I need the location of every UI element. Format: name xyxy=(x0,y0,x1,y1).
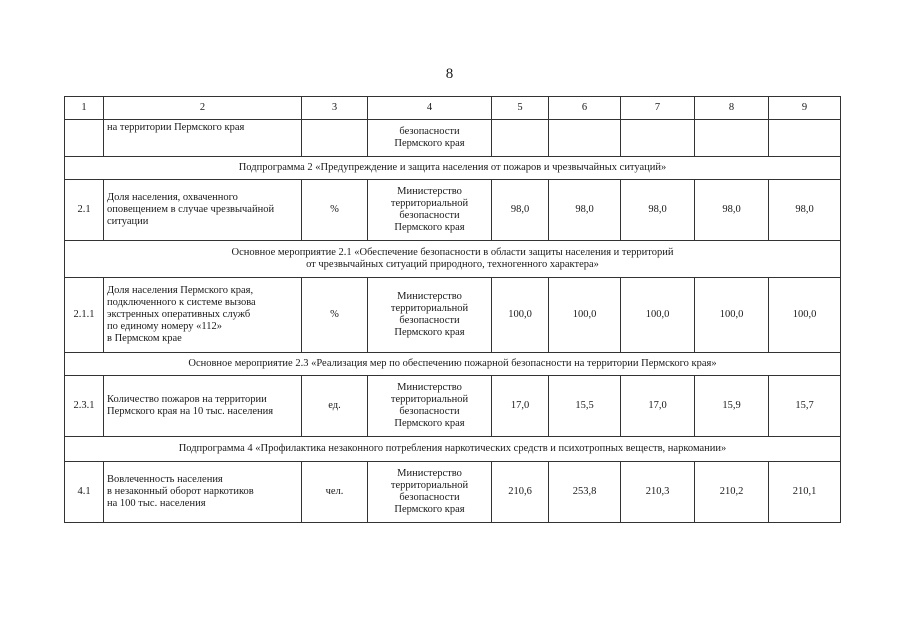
section-row xyxy=(65,157,841,180)
organization-line: Пермского края xyxy=(394,138,465,149)
value-cell: 15,7 xyxy=(769,376,841,437)
value-cell: 98,0 xyxy=(492,180,549,241)
organization-line: Пермского края xyxy=(394,222,465,233)
value-cell xyxy=(621,120,695,157)
header-cell: 6 xyxy=(549,97,621,120)
indicator-name-line: Вовлеченность населения xyxy=(107,474,223,485)
organization-line: Министерство xyxy=(397,468,462,479)
value-cell: 100,0 xyxy=(695,278,769,353)
indicator-name-line: оповещением в случае чрезвычайной xyxy=(107,204,275,215)
indicator-name-line: в незаконный оборот наркотиков xyxy=(107,486,254,497)
row-number-cell: 2.1.1 xyxy=(65,278,104,353)
indicator-name-cell xyxy=(104,180,302,241)
organization-cell xyxy=(368,376,492,437)
organization-line: Пермского края xyxy=(394,418,465,429)
header-cell: 2 xyxy=(104,97,302,120)
value-cell: 15,5 xyxy=(549,376,621,437)
section-heading: Подпрограмма 2 «Предупреждение и защита населения от пожаров и чрезвычайных ситуаций» xyxy=(65,157,841,180)
value-cell xyxy=(695,120,769,157)
indicator-name-line: экстренных оперативных служб xyxy=(107,309,251,320)
organization-line: безопасности xyxy=(399,315,460,326)
organization-line: Министерство xyxy=(397,382,462,393)
organization-line: Пермского края xyxy=(394,327,465,338)
organization-line: территориальной xyxy=(390,394,469,405)
value-cell xyxy=(492,120,549,157)
value-cell xyxy=(549,120,621,157)
page-number: 8 xyxy=(445,66,454,82)
unit-cell xyxy=(302,120,368,157)
header-cell: 8 xyxy=(695,97,769,120)
value-cell: 253,8 xyxy=(549,462,621,523)
header-cell: 4 xyxy=(368,97,492,120)
organization-line: территориальной xyxy=(390,198,469,209)
value-cell: 17,0 xyxy=(621,376,695,437)
value-cell: 100,0 xyxy=(621,278,695,353)
value-cell: 100,0 xyxy=(492,278,549,353)
section-row xyxy=(65,241,841,278)
organization-line: территориальной xyxy=(390,480,469,491)
organization-cell xyxy=(368,120,492,157)
value-cell: 98,0 xyxy=(549,180,621,241)
section-heading: Основное мероприятие 2.3 «Реализация мер по обеспечению пожарной безопасности на территории Пермского края» xyxy=(65,353,841,376)
organization-cell xyxy=(368,462,492,523)
organization-line: Министерство xyxy=(397,186,462,197)
organization-line: Пермского края xyxy=(394,504,465,515)
table-row xyxy=(65,376,841,437)
organization-cell xyxy=(368,180,492,241)
value-cell xyxy=(769,120,841,157)
table-row xyxy=(65,462,841,523)
continuation-row xyxy=(65,120,841,157)
indicator-name-line: Количество пожаров на территории xyxy=(107,394,267,405)
value-cell: 98,0 xyxy=(695,180,769,241)
value-cell: 17,0 xyxy=(492,376,549,437)
indicators-table xyxy=(64,96,841,523)
header-cell: 3 xyxy=(302,97,368,120)
unit-cell: ед. xyxy=(302,376,368,437)
value-cell: 210,3 xyxy=(621,462,695,523)
row-number-cell: 2.3.1 xyxy=(65,376,104,437)
value-cell: 98,0 xyxy=(769,180,841,241)
value-cell: 98,0 xyxy=(621,180,695,241)
header-cell: 7 xyxy=(621,97,695,120)
header-cell: 1 xyxy=(65,97,104,120)
header-cell: 5 xyxy=(492,97,549,120)
table-row xyxy=(65,278,841,353)
indicator-name-line: ситуации xyxy=(107,216,149,227)
indicator-name-cell: на территории Пермского края xyxy=(104,120,302,157)
organization-line: безопасности xyxy=(399,492,460,503)
section-heading-line: Основное мероприятие 2.1 «Обеспечение безопасности в области защиты населения и территорий xyxy=(231,247,674,258)
indicator-name-cell xyxy=(104,278,302,353)
organization-line: безопасности xyxy=(399,210,460,221)
section-row xyxy=(65,353,841,376)
table-row xyxy=(65,180,841,241)
indicator-name-line: в Пермском крае xyxy=(107,333,182,344)
row-number-cell: 2.1 xyxy=(65,180,104,241)
value-cell: 100,0 xyxy=(549,278,621,353)
section-heading-line: от чрезвычайных ситуаций природного, техногенного характера» xyxy=(306,259,599,270)
organization-cell xyxy=(368,278,492,353)
section-heading xyxy=(65,241,841,278)
indicator-name-line: Доля населения, охваченного xyxy=(107,192,238,203)
organization-line: безопасности xyxy=(399,126,460,137)
header-row xyxy=(65,97,841,120)
indicator-name-line: Доля населения Пермского края, xyxy=(107,285,254,296)
section-row xyxy=(65,437,841,462)
unit-cell: чел. xyxy=(302,462,368,523)
row-number-cell: 4.1 xyxy=(65,462,104,523)
organization-line: безопасности xyxy=(399,406,460,417)
unit-cell: % xyxy=(302,180,368,241)
indicator-name-line: подключенного к системе вызова xyxy=(107,297,256,308)
value-cell: 210,1 xyxy=(769,462,841,523)
unit-cell: % xyxy=(302,278,368,353)
value-cell: 210,2 xyxy=(695,462,769,523)
indicator-name-cell xyxy=(104,462,302,523)
organization-line: территориальной xyxy=(390,303,469,314)
value-cell: 210,6 xyxy=(492,462,549,523)
value-cell: 15,9 xyxy=(695,376,769,437)
section-heading: Подпрограмма 4 «Профилактика незаконного потребления наркотических средств и психотропных веществ, наркомании» xyxy=(65,437,841,462)
indicator-name-cell xyxy=(104,376,302,437)
row-number-cell xyxy=(65,120,104,157)
header-cell: 9 xyxy=(769,97,841,120)
value-cell: 100,0 xyxy=(769,278,841,353)
indicator-name-line: Пермского края на 10 тыс. населения xyxy=(107,406,274,417)
indicator-name-line: на 100 тыс. населения xyxy=(107,498,206,509)
organization-line: Министерство xyxy=(397,291,462,302)
indicator-name-line: по единому номеру «112» xyxy=(107,321,222,332)
